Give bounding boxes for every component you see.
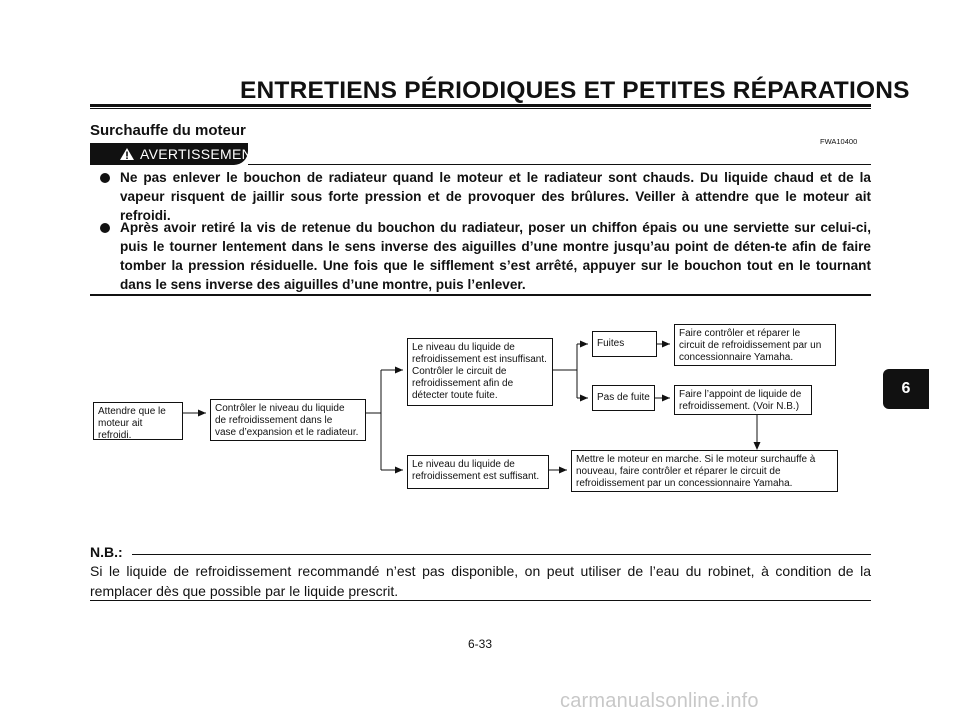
warning-bullet-text: Ne pas enlever le bouchon de radiateur quand le moteur et le radiateur sont chauds. Du liquide chaud et de la vapeur risquent de jaillir sous forte pression et de provoquer des brûlures. Veiller à attendre que le moteur ait refroidi. — [120, 170, 871, 223]
warning-triangle-icon — [119, 147, 135, 161]
header-rule-thin — [90, 108, 871, 109]
warning-end-rule — [90, 294, 871, 296]
note-end-rule — [90, 600, 871, 601]
chapter-tab: 6 — [883, 369, 929, 409]
flow-box-top-up: Faire l’appoint de liquide de refroidissement. (Voir N.B.) — [674, 385, 812, 415]
warning-bullet-text: Après avoir retiré la vis de retenue du bouchon du radiateur, poser un chiffon épais ou une serviette sur celui-ci, puis le tourner lentement dans le sens inverse des aiguilles d’une montre jusqu’au point de déten-te afin de faire tomber la pression résiduelle. Une fois que le sifflement s’est arrêté, appuyer sur le bouchon tout en le tournant dans le sens inverse des aiguilles d’une montre, puis l’enlever. — [120, 220, 871, 292]
note-label: N.B.: — [90, 544, 123, 560]
flow-box-level-sufficient: Le niveau du liquide de refroidissement est suffisant. — [407, 455, 549, 489]
flow-box-check-level: Contrôler le niveau du liquide de refroidissement dans le vase d’expansion et le radiateur. — [210, 399, 366, 441]
flow-box-no-leak: Pas de fuite — [592, 385, 655, 411]
watermark: carmanualsonline.info — [560, 690, 759, 712]
flow-box-wait: Attendre que le moteur ait refroidi. — [93, 402, 183, 440]
warning-bullet — [100, 218, 871, 294]
section-title: Surchauffe du moteur — [90, 122, 246, 139]
flow-box-repair-dealer: Faire contrôler et réparer le circuit de refroidissement par un concessionnaire Yamaha. — [674, 324, 836, 366]
bullet-dot-icon — [100, 223, 110, 233]
header-rule — [90, 104, 871, 107]
flow-box-leaks: Fuites — [592, 331, 657, 357]
page-number: 6-33 — [467, 637, 493, 651]
note-divider — [132, 554, 871, 555]
flow-box-level-insufficient: Le niveau du liquide de refroidissement est insuffisant. Contrôler le circuit de refroidissement afin de détecter toute fuite. — [407, 338, 553, 406]
warning-divider — [248, 164, 871, 165]
flow-box-restart-engine: Mettre le moteur en marche. Si le moteur surchauffe à nouveau, faire contrôler et réparer le circuit de refroidissement par un concessionnaire Yamaha. — [571, 450, 838, 492]
page-header-title: ENTRETIENS PÉRIODIQUES ET PETITES RÉPARATIONS — [240, 77, 910, 104]
note-text: Si le liquide de refroidissement recommandé n’est pas disponible, on peut utiliser de l’eau du robinet, à condition de la remplacer dès que possible par le liquide prescrit. — [90, 563, 871, 599]
warning-badge — [90, 143, 261, 165]
warning-label: AVERTISSEMENT — [140, 146, 261, 162]
reference-code: FWA10400 — [820, 137, 858, 146]
bullet-dot-icon — [100, 173, 110, 183]
warning-bullet — [100, 168, 871, 225]
